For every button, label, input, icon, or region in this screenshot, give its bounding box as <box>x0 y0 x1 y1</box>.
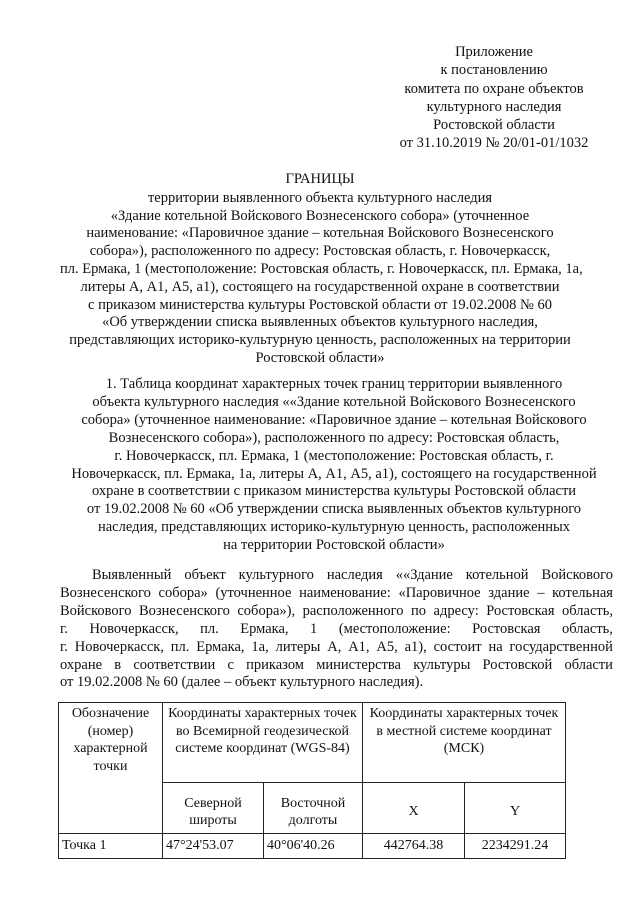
paragraph-word: объект <box>184 567 226 583</box>
paragraph-word: охране <box>60 656 103 673</box>
appendix-line: к постановлению <box>440 62 548 79</box>
paragraph-word: наследия <box>326 567 383 583</box>
paragraph-word: – <box>537 584 545 601</box>
appendix-line: комитета по охране объектов <box>404 80 584 97</box>
section-line: наследия, представляющих историко-культурную ценность, расположенных <box>97 519 571 536</box>
section-heading <box>56 376 612 555</box>
paragraph-word: (уточненное <box>215 584 292 601</box>
paragraph-word: Войскового <box>541 567 613 583</box>
body-paragraph <box>60 567 613 692</box>
paragraph-line <box>60 603 613 621</box>
header-designation: Обозначение (номер) характерной точки <box>59 703 163 834</box>
section-line: охране в соответствии с приказом министерства культуры Ростовской области <box>91 483 577 500</box>
paragraph-word: с <box>227 656 234 673</box>
paragraph-word: от 19.02.2008 № 60 (далее – объект культурного наследия). <box>60 674 424 691</box>
paragraph-word: Ермака, <box>196 638 245 655</box>
paragraph-word: Ермака, <box>240 620 289 637</box>
title-line: «Здание котельной Войскового Вознесенского собора» (уточненное <box>110 207 530 224</box>
paragraph-word: Новочеркасск, <box>89 620 179 637</box>
appendix-line: от 31.10.2019 № 20/01-01/1032 <box>399 135 589 152</box>
title-line: «Об утверждении списка выявленных объектов культурного наследия, <box>102 314 538 331</box>
paragraph-word: А5, <box>376 638 398 655</box>
paragraph-word: область, <box>561 620 613 637</box>
paragraph-line <box>60 567 613 585</box>
paragraph-word: котельная <box>552 584 613 601</box>
paragraph-line <box>60 621 613 639</box>
paragraph-word: 1 <box>310 620 318 637</box>
paragraph-word: собора» <box>158 584 208 601</box>
paragraph-word: а1), <box>404 638 427 655</box>
paragraph-line <box>60 639 613 657</box>
paragraph-word: министерства <box>316 656 401 673</box>
appendix-block <box>386 43 602 153</box>
paragraph-word: литеры <box>275 638 321 655</box>
section-line: Новочеркасск, пл. Ермака, 1а, литеры А, А1, А5, а1), состоящего на государственной <box>71 465 597 482</box>
header-wgs84: Координаты характерных точек во Всемирной геодезической системе координат (WGS-84) <box>163 703 363 783</box>
title-line: с приказом министерства культуры Ростовской области от 19.02.2008 № 60 <box>88 296 552 313</box>
paragraph-word: г. <box>60 638 68 655</box>
paragraph-word: Вознесенского <box>60 584 151 601</box>
subheader-north-latitude: Северной широты <box>163 783 264 834</box>
paragraph-word: 1а, <box>251 638 269 655</box>
cell-point: Точка 1 <box>59 834 163 859</box>
subheader-east-longitude: Восточной долготы <box>264 783 363 834</box>
section-line: собора» (уточненное наименование: «Паровичное здание – котельная Войскового <box>81 411 587 428</box>
paragraph-word: А1, <box>348 638 370 655</box>
section-line: г. Новочеркасск, пл. Ермака, 1 (местоположение: Ростовская область, г. <box>114 447 554 464</box>
subheader-x: X <box>363 783 465 834</box>
paragraph-line <box>60 585 613 603</box>
paragraph-word: в <box>114 656 122 673</box>
title-line: представляющих историко-культурную ценность, расположенных на территории <box>69 332 571 349</box>
appendix-line: Приложение <box>455 44 533 60</box>
paragraph-word: расположенного <box>302 602 404 619</box>
section-line: Вознесенского собора»), расположенного по адресу: Ростовская область, <box>108 429 560 446</box>
paragraph-word: области <box>564 656 613 673</box>
title-line: территории выявленного объекта культурного наследия <box>147 189 493 206</box>
title-line: наименование: «Паровичное здание – котельная Войскового Вознесенского <box>86 225 554 242</box>
cell-north: 47°24'53.07 <box>163 834 264 859</box>
title-line: собора»), расположенного по адресу: Ростовская область, г. Новочеркасск, <box>89 243 551 260</box>
paragraph-line <box>60 657 613 675</box>
paragraph-word: на <box>488 638 503 655</box>
paragraph-line <box>60 674 613 692</box>
appendix-line: культурного наследия <box>426 98 562 115</box>
paragraph-word: наименование: <box>299 584 391 601</box>
paragraph-word: собора»), <box>237 602 296 619</box>
section-line: на территории Ростовской области» <box>223 537 445 554</box>
paragraph-word: культурного <box>238 567 314 583</box>
paragraph-word: Ростовская <box>472 620 541 637</box>
paragraph-word: Ростовская <box>486 602 555 619</box>
paragraph-word: адресу: <box>433 602 479 619</box>
paragraph-word: по <box>411 602 427 619</box>
paragraph-word: «Паровичное <box>398 584 481 601</box>
section-line: объекта культурного наследия ««Здание котельной Войскового Вознесенского <box>92 393 576 410</box>
document-title <box>60 171 583 368</box>
title-line: Ростовской области» <box>255 349 385 366</box>
paragraph-word: область, <box>562 602 613 619</box>
paragraph-word: г. <box>60 620 68 637</box>
paragraph-word: Выявленный <box>92 567 172 583</box>
title-heading: ГРАНИЦЫ <box>285 171 355 187</box>
coordinates-table <box>58 702 566 859</box>
cell-x: 442764.38 <box>363 834 465 859</box>
paragraph-word: Новочеркасск, <box>74 638 164 655</box>
table-row <box>59 834 566 859</box>
paragraph-word: А, <box>327 638 342 655</box>
section-line: 1. Таблица координат характерных точек границ территории выявленного <box>105 376 563 392</box>
paragraph-word: приказом <box>246 656 304 673</box>
cell-y: 2234291.24 <box>465 834 566 859</box>
paragraph-word: (местоположение: <box>338 620 451 637</box>
paragraph-word: соответствии <box>133 656 216 673</box>
paragraph-word: государственной <box>509 638 613 655</box>
title-line: литеры А, А1, А5, а1), состоящего на государственной охране в соответствии <box>80 278 560 295</box>
cell-east: 40°06'40.26 <box>264 834 363 859</box>
paragraph-word: культуры <box>413 656 471 673</box>
paragraph-word: Ростовской <box>482 656 553 673</box>
header-msk: Координаты характерных точек в местной системе координат (МСК) <box>363 703 566 783</box>
subheader-y: Y <box>465 783 566 834</box>
paragraph-word: котельной <box>465 567 529 583</box>
paragraph-word: Вознесенского <box>139 602 230 619</box>
paragraph-word: состоит <box>433 638 482 655</box>
section-line: от 19.02.2008 № 60 «Об утверждении списка выявленных объектов культурного <box>86 501 582 518</box>
paragraph-word: пл. <box>170 638 190 655</box>
title-line: пл. Ермака, 1 (местоположение: Ростовская область, г. Новочеркасск, пл. Ермака, 1а, <box>60 260 583 277</box>
paragraph-word: ««Здание <box>395 567 453 583</box>
appendix-line: Ростовской области <box>433 117 555 134</box>
paragraph-word: Войскового <box>60 602 132 619</box>
paragraph-word: здание <box>488 584 530 601</box>
paragraph-word: пл. <box>200 620 219 637</box>
